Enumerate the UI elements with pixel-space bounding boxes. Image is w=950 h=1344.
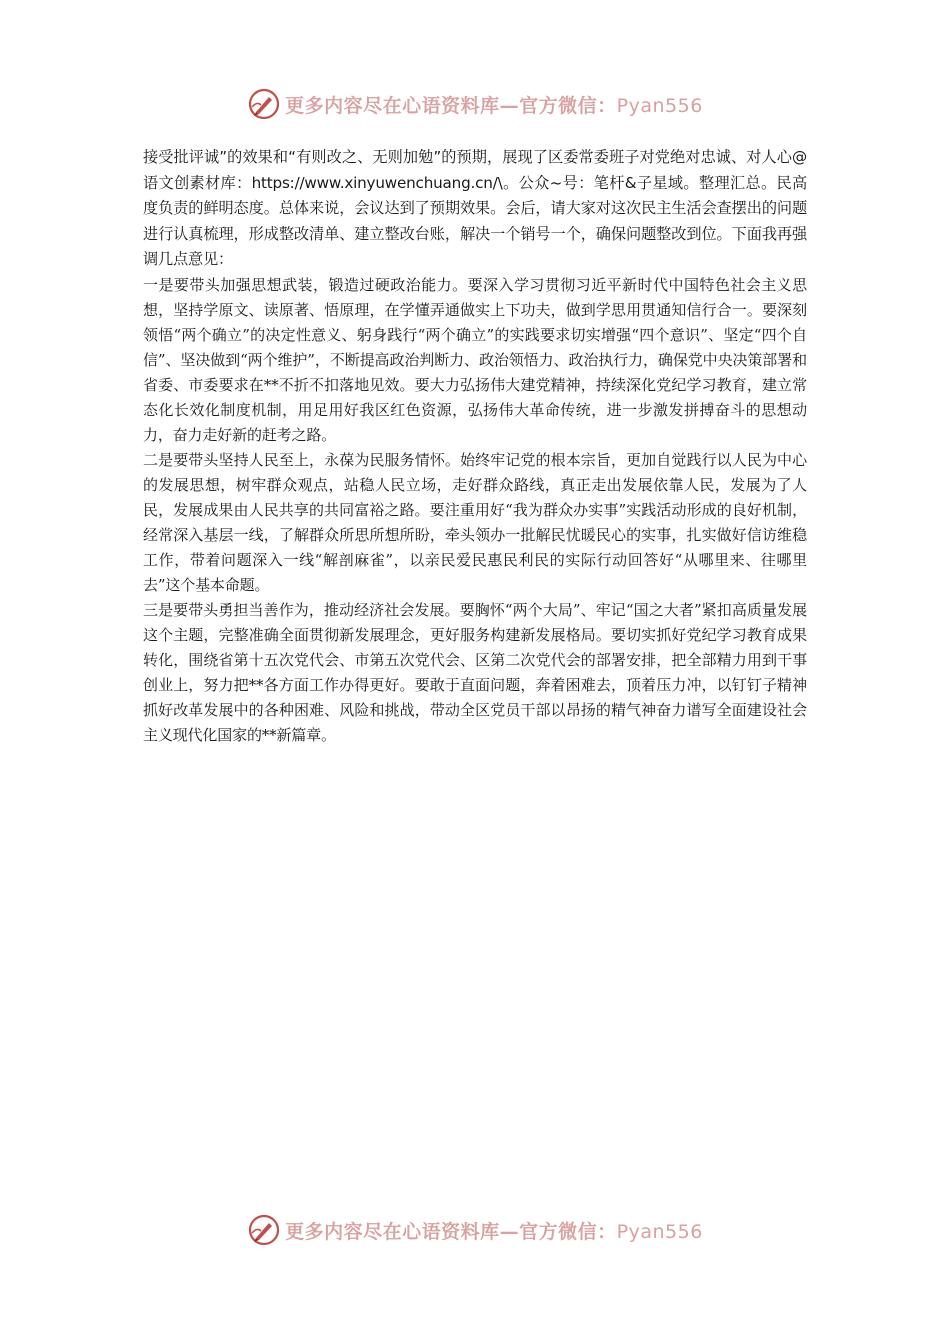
watermark-brand: 更多内容尽在心语资料库—官方微信： [285,94,617,117]
watermark-wechat-id: Pyan556 [616,1220,703,1243]
pen-logo-icon [247,87,281,121]
pen-logo-icon [247,1213,281,1247]
watermark-text [285,1217,703,1244]
point-one-paragraph: 一是要带头加强思想武装，锻造过硬政治能力。要深入学习贯彻习近平新时代中国特色社会主义思想，坚持学原文、读原著、悟原理，在学懂弄通做实上下功夫，做到学思用贯通知信行合一。要深刻领悟“两个确立”的决定性意义、躬身践行“两个确立”的实践要求切实增强“四个意识”、坚定“四个自信”、坚决做到“两个维护”，不断提高政治判断力、政治领悟力、政治执行力，确保党中央决策部署和省委、市委要求在**不折不扣落地见效。要大力弘扬伟大建党精神，持续深化党纪学习教育，建立常态化长效化制度机制，用足用好我区红色资源，弘扬伟大革命传统，进一步激发拼搏奋斗的思想动力，奋力走好新的赶考之路。 [143,275,807,444]
point-three-paragraph: 三是要带头勇担当善作为，推动经济社会发展。要胸怀“两个大局”、牢记“国之大者”紧扣高质量发展这个主题，完整准确全面贯彻新发展理念，更好服务构建新发展格局。要切实抓好党纪学习教育成果转化，围绕省第十五次党代会、市第五次党代会、区第二次党代会的部署安排，把全部精力用到干事创业上，努力把**各方面工作办得更好。要敢于直面问题，奔着困难去，顶着压力冲，以钉钉子精神抓好改革发展中的各种困难、风险和挑战，带动全区党员干部以昂扬的精气神奋力谱写全面建设社会主义现代化国家的**新篇章。 [143,600,807,744]
point-two-paragraph: 二是要带头坚持人民至上，永葆为民服务情怀。始终牢记党的根本宗旨，更加自觉践行以人民为中心的发展思想，树牢群众观点，站稳人民立场，走好群众路线，真正走出发展依靠人民，发展为了人民，发展成果由人民共享的共同富裕之路。要注重用好“我为群众办实事”实践活动形成的良好机制，经常深入基层一线，了解群众所思所想所盼，牵头领办一批解民忧暖民心的实事，扎实做好信访维稳工作，带着问题深入一线“解剖麻雀”，以亲民爱民惠民利民的实际行动回答好“从哪里来、往哪里去”这个基本命题。 [143,450,807,594]
watermark-wechat-id: Pyan556 [616,94,703,117]
intro-paragraph: 接受批评诚”的效果和“有则改之、无则加勉”的预期，展现了区委常委班子对党绝对忠诚、对人心@语文创素材库：https://www.xinyuwenchuang.cn/\。公众~号：笔杆&子星域。整理汇总。民高度负责的鲜明态度。总体来说，会议达到了预期效果。会后，请大家对这次民主生活会查摆出的问题进行认真梳理，形成整改清单、建立整改台账，解决一个销号一个，确保问题整改到位。下面我再强调几点意见： [143,148,807,268]
footer-watermark [0,1208,950,1252]
watermark-text [285,91,703,118]
document-body [143,145,807,748]
watermark-brand: 更多内容尽在心语资料库—官方微信： [285,1220,617,1243]
header-watermark [0,82,950,126]
